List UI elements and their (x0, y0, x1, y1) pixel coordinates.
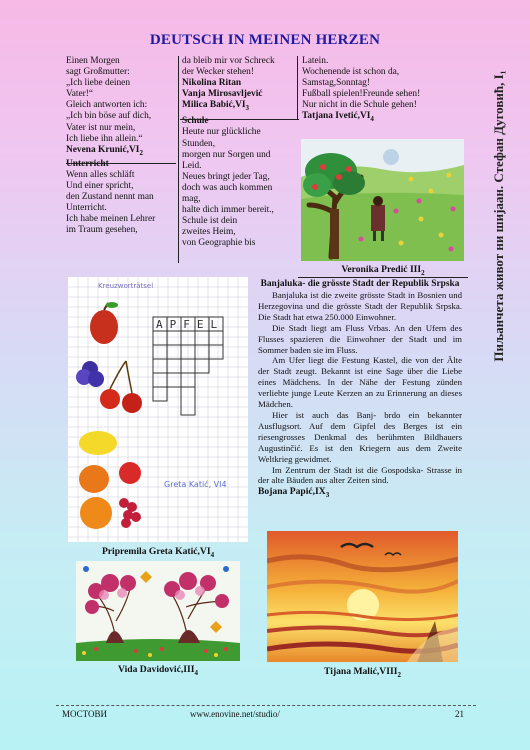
footer-url: www.enovine.net/studio/ (190, 709, 280, 719)
crossword-answer: APFEL (156, 318, 225, 331)
footer-left: МОСТОВИ (62, 709, 107, 719)
poem-text: Wenn alles schläft Und einer spricht, den Zustand nennt man Unterricht. Ich habe meinen Lehrer im Traum gesehen, (66, 169, 156, 236)
poem-text: da bleib mir vor Schreck der Wecker stehen! (182, 56, 275, 78)
poem-text: Latein. Wochenende ist schon da, Samstag,Sonntag! Fußball spielen!Freunde sehen! Nur nicht in die Schule gehen! (302, 56, 421, 111)
poem-author: Tatjana $Ivetić,VI_4$ (302, 111, 374, 124)
article-paragraph: Banjaluka ist die zweite grösste Stadt in Bosnien und Herzegovina und die grösste Stadt der Republik Srpska. Die Stadt hat etwa 250.000 Einwohner. (258, 290, 462, 322)
article-paragraph: Im Zentrum der Stadt ist die Gospodska- Strasse in der alte Bäuden aus alter Zeiten sind. (258, 464, 462, 486)
poem-author: Nevena $Krunić,VI_2$ (66, 144, 143, 157)
article (258, 279, 462, 499)
divider (66, 163, 176, 164)
drawing-caption: Vida $Davidović,III_4$ (118, 664, 198, 677)
divider (257, 119, 299, 120)
column-3 (302, 56, 472, 125)
poem-author: Nikolina Ritan (182, 78, 242, 89)
vertical-caption-text: Пиљанчета живот ни шијаан. Стефан Дуговић, I₁ (491, 70, 506, 362)
drawing-tree-girl (301, 139, 464, 261)
drawing-caption: Pripremila Greta $Katić,VI_4$ (101, 546, 215, 559)
crossword-grid-image (68, 277, 248, 542)
column-2 (182, 56, 296, 249)
article-paragraph: Hier ist auch das Banj- brdo ein bekannter Ausflugsort. Auf dem Gipfel des Berges ist ein riesengrosses Denkmal des berühmten Bildhauers Augustinčić. Es ist den Kriegern aus dem Zweite Weltkrieg gewidmet. (258, 409, 462, 464)
divider (298, 277, 468, 278)
poem-text: Heute nur glückliche Stunden, morgen nur Sorgen und Leid. Neues bringt jeder Tag, doch was auch kommen mag, halte dich immer bereit., Schule ist dein zweites Heim, von Geographie bis (182, 127, 274, 249)
crossword-header: Kreuzworträtsel (98, 282, 154, 290)
page-number: 21 (455, 709, 464, 719)
column-divider (178, 56, 179, 263)
crossword-signature: Greta Katić, VI4 (164, 480, 227, 489)
poem-heading: Schule (182, 116, 209, 127)
article-author: Bojana $Papić,IX_3$ (258, 486, 330, 500)
drawing-trees (76, 561, 240, 661)
drawing-caption: Veronika Predić $III_2$ (341, 264, 425, 277)
poem-heading: Unterricht (66, 158, 109, 169)
article-paragraph: Die Stadt liegt am Fluss Vrbas. An den Ufern des Flusses spazieren die Einwohner der Stadt und im Sommer baden sie im Fluss. (258, 322, 462, 355)
poem-text: Einen Morgen sagt Großmutter: „Ich liebe deinen Vater!“ Gleich antworten ich: „Ich bin böse auf dich, Vater ist nur mein, Ich liebe ihn allein.“ (66, 56, 152, 144)
article-paragraph: Am Ufer liegt die Festung Kastel, die von der Älte der Stadt zeugt. Bekannt ist eine Sage über die Liebe eines Mädchens. In der Nähe der Festung zünden verliebte junge Leute Kerzen an zu Erinnerung an dieses Mädchen. (258, 355, 462, 410)
column-divider (297, 56, 298, 120)
footer-rule (56, 705, 476, 706)
poem-author: Milica $Babić,VI_3$ (182, 100, 250, 113)
page-title: DEUTSCH IN MEINEN HERZEN (149, 32, 381, 48)
article-heading: Banjaluka- die grösste Stadt der Republik Srpska (260, 279, 460, 289)
article-body (258, 290, 462, 486)
drawing-caption: Tijana $Malić,VIII_2$ (324, 666, 401, 679)
column-1 (66, 56, 178, 236)
drawing-sunset (267, 531, 458, 662)
crossword-drawing (68, 277, 248, 542)
poem-author: Vanja Mirosavljević (182, 89, 263, 100)
